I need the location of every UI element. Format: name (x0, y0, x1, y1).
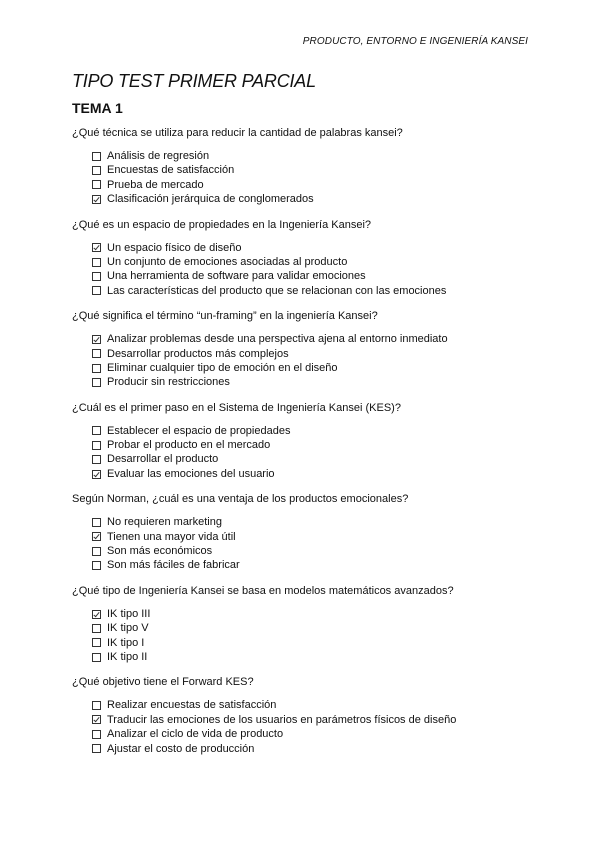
option-label: IK tipo III (107, 607, 151, 620)
answer-option[interactable] (92, 178, 542, 192)
answer-option[interactable] (92, 192, 542, 206)
checkbox-icon[interactable] (92, 653, 101, 662)
checked-box-icon[interactable] (92, 335, 101, 344)
answer-option[interactable] (92, 255, 542, 269)
checkbox-icon[interactable] (92, 730, 101, 739)
option-label: Las características del producto que se relacionan con las emociones (107, 284, 447, 297)
answer-option[interactable] (92, 375, 542, 389)
option-label: Un espacio físico de diseño (107, 241, 242, 254)
answer-option[interactable] (92, 636, 542, 650)
answer-option[interactable] (92, 269, 542, 283)
option-list (92, 424, 542, 482)
section-heading: TEMA 1 (72, 100, 123, 116)
answer-option[interactable] (92, 438, 542, 452)
answer-option[interactable] (92, 149, 542, 163)
running-header: PRODUCTO, ENTORNO E INGENIERÍA KANSEI (302, 36, 528, 47)
option-label: Son más económicos (107, 545, 213, 558)
option-label: Traducir las emociones de los usuarios en parámetros físicos de diseño (107, 713, 457, 726)
option-list (92, 515, 542, 573)
spacer (72, 756, 542, 763)
spacer (72, 298, 542, 305)
option-label: Probar el producto en el mercado (107, 439, 271, 452)
answer-option[interactable] (92, 530, 542, 544)
option-label: Analizar el ciclo de vida de producto (107, 728, 284, 741)
checkbox-icon[interactable] (92, 152, 101, 161)
spacer (72, 664, 542, 671)
spacer (72, 390, 542, 397)
answer-option[interactable] (92, 452, 542, 466)
spacer (72, 481, 542, 488)
answer-option[interactable] (92, 347, 542, 361)
question-block (72, 675, 542, 763)
spacer (72, 573, 542, 580)
question-text: ¿Qué tipo de Ingeniería Kansei se basa en modelos matemáticos avanzados? (72, 584, 454, 597)
checkbox-icon[interactable] (92, 441, 101, 450)
answer-option[interactable] (92, 607, 542, 621)
answer-option[interactable] (92, 742, 542, 756)
question-block (72, 126, 542, 214)
answer-option[interactable] (92, 163, 542, 177)
answer-option[interactable] (92, 621, 542, 635)
checkbox-icon[interactable] (92, 624, 101, 633)
checkbox-icon[interactable] (92, 547, 101, 556)
option-label: Encuestas de satisfacción (107, 164, 235, 177)
option-label: Son más fáciles de fabricar (107, 559, 240, 572)
option-label: Analizar problemas desde una perspectiva ajena al entorno inmediato (107, 333, 448, 346)
answer-option[interactable] (92, 332, 542, 346)
question-list (72, 126, 542, 767)
question-block (72, 309, 542, 397)
question-text: ¿Cuál es el primer paso en el Sistema de Ingeniería Kansei (KES)? (72, 401, 401, 414)
checkbox-icon[interactable] (92, 638, 101, 647)
checkbox-icon[interactable] (92, 364, 101, 373)
answer-option[interactable] (92, 650, 542, 664)
checkbox-icon[interactable] (92, 180, 101, 189)
option-label: Desarrollar el producto (107, 453, 219, 466)
option-label: Prueba de mercado (107, 178, 204, 191)
option-label: Tienen una mayor vida útil (107, 530, 236, 543)
option-label: Realizar encuestas de satisfacción (107, 699, 277, 712)
option-list (92, 332, 542, 390)
option-label: Desarrollar productos más complejos (107, 347, 289, 360)
option-label: Establecer el espacio de propiedades (107, 424, 291, 437)
option-label: Análisis de regresión (107, 150, 210, 162)
question-text: ¿Qué es un espacio de propiedades en la Ingeniería Kansei? (72, 218, 372, 231)
question-text: Según Norman, ¿cuál es una ventaja de los productos emocionales? (72, 493, 409, 506)
answer-option[interactable] (92, 241, 542, 255)
question-block (72, 492, 542, 580)
document-title: TIPO TEST PRIMER PARCIAL (72, 71, 316, 91)
answer-option[interactable] (92, 544, 542, 558)
answer-option[interactable] (92, 558, 542, 572)
option-label: Clasificación jerárquica de conglomerados (107, 193, 314, 206)
checked-box-icon[interactable] (92, 610, 101, 619)
question-block (72, 218, 542, 306)
option-list (92, 607, 542, 665)
checked-box-icon[interactable] (92, 470, 101, 479)
option-label: IK tipo V (107, 622, 149, 635)
answer-option[interactable] (92, 515, 542, 529)
spacer (72, 207, 542, 214)
checked-box-icon[interactable] (92, 195, 101, 204)
question-block (72, 584, 542, 672)
option-label: Eliminar cualquier tipo de emoción en el diseño (107, 361, 338, 374)
option-label: Evaluar las emociones del usuario (107, 467, 275, 480)
checkbox-icon[interactable] (92, 744, 101, 753)
checkbox-icon[interactable] (92, 349, 101, 358)
checkbox-icon[interactable] (92, 701, 101, 710)
answer-option[interactable] (92, 284, 542, 298)
checkbox-icon[interactable] (92, 272, 101, 281)
checkbox-icon[interactable] (92, 561, 101, 570)
option-label: IK tipo II (107, 650, 148, 663)
answer-option[interactable] (92, 424, 542, 438)
checked-box-icon[interactable] (92, 243, 101, 252)
option-label: IK tipo I (107, 636, 145, 649)
answer-option[interactable] (92, 698, 542, 712)
checkbox-icon[interactable] (92, 286, 101, 295)
option-label: Un conjunto de emociones asociadas al producto (107, 255, 348, 268)
answer-option[interactable] (92, 467, 542, 481)
option-list (92, 149, 542, 207)
option-list (92, 698, 542, 756)
checkbox-icon[interactable] (92, 258, 101, 267)
checkbox-icon[interactable] (92, 426, 101, 435)
checked-box-icon[interactable] (92, 715, 101, 724)
checked-box-icon[interactable] (92, 532, 101, 541)
option-label: Producir sin restricciones (107, 376, 230, 389)
question-text: ¿Qué técnica se utiliza para reducir la cantidad de palabras kansei? (72, 127, 403, 139)
checkbox-icon[interactable] (92, 518, 101, 527)
checkbox-icon[interactable] (92, 378, 101, 387)
checkbox-icon[interactable] (92, 166, 101, 175)
question-text: ¿Qué significa el término “un-framing” en la ingeniería Kansei? (72, 310, 378, 323)
option-label: Una herramienta de software para validar emociones (107, 270, 366, 283)
checkbox-icon[interactable] (92, 455, 101, 464)
option-list (92, 241, 542, 299)
answer-option[interactable] (92, 361, 542, 375)
answer-option[interactable] (92, 713, 542, 727)
question-block (72, 401, 542, 489)
answer-option[interactable] (92, 727, 542, 741)
question-text: ¿Qué objetivo tiene el Forward KES? (72, 676, 254, 689)
option-label: Ajustar el costo de producción (107, 742, 255, 755)
option-label: No requieren marketing (107, 516, 222, 529)
